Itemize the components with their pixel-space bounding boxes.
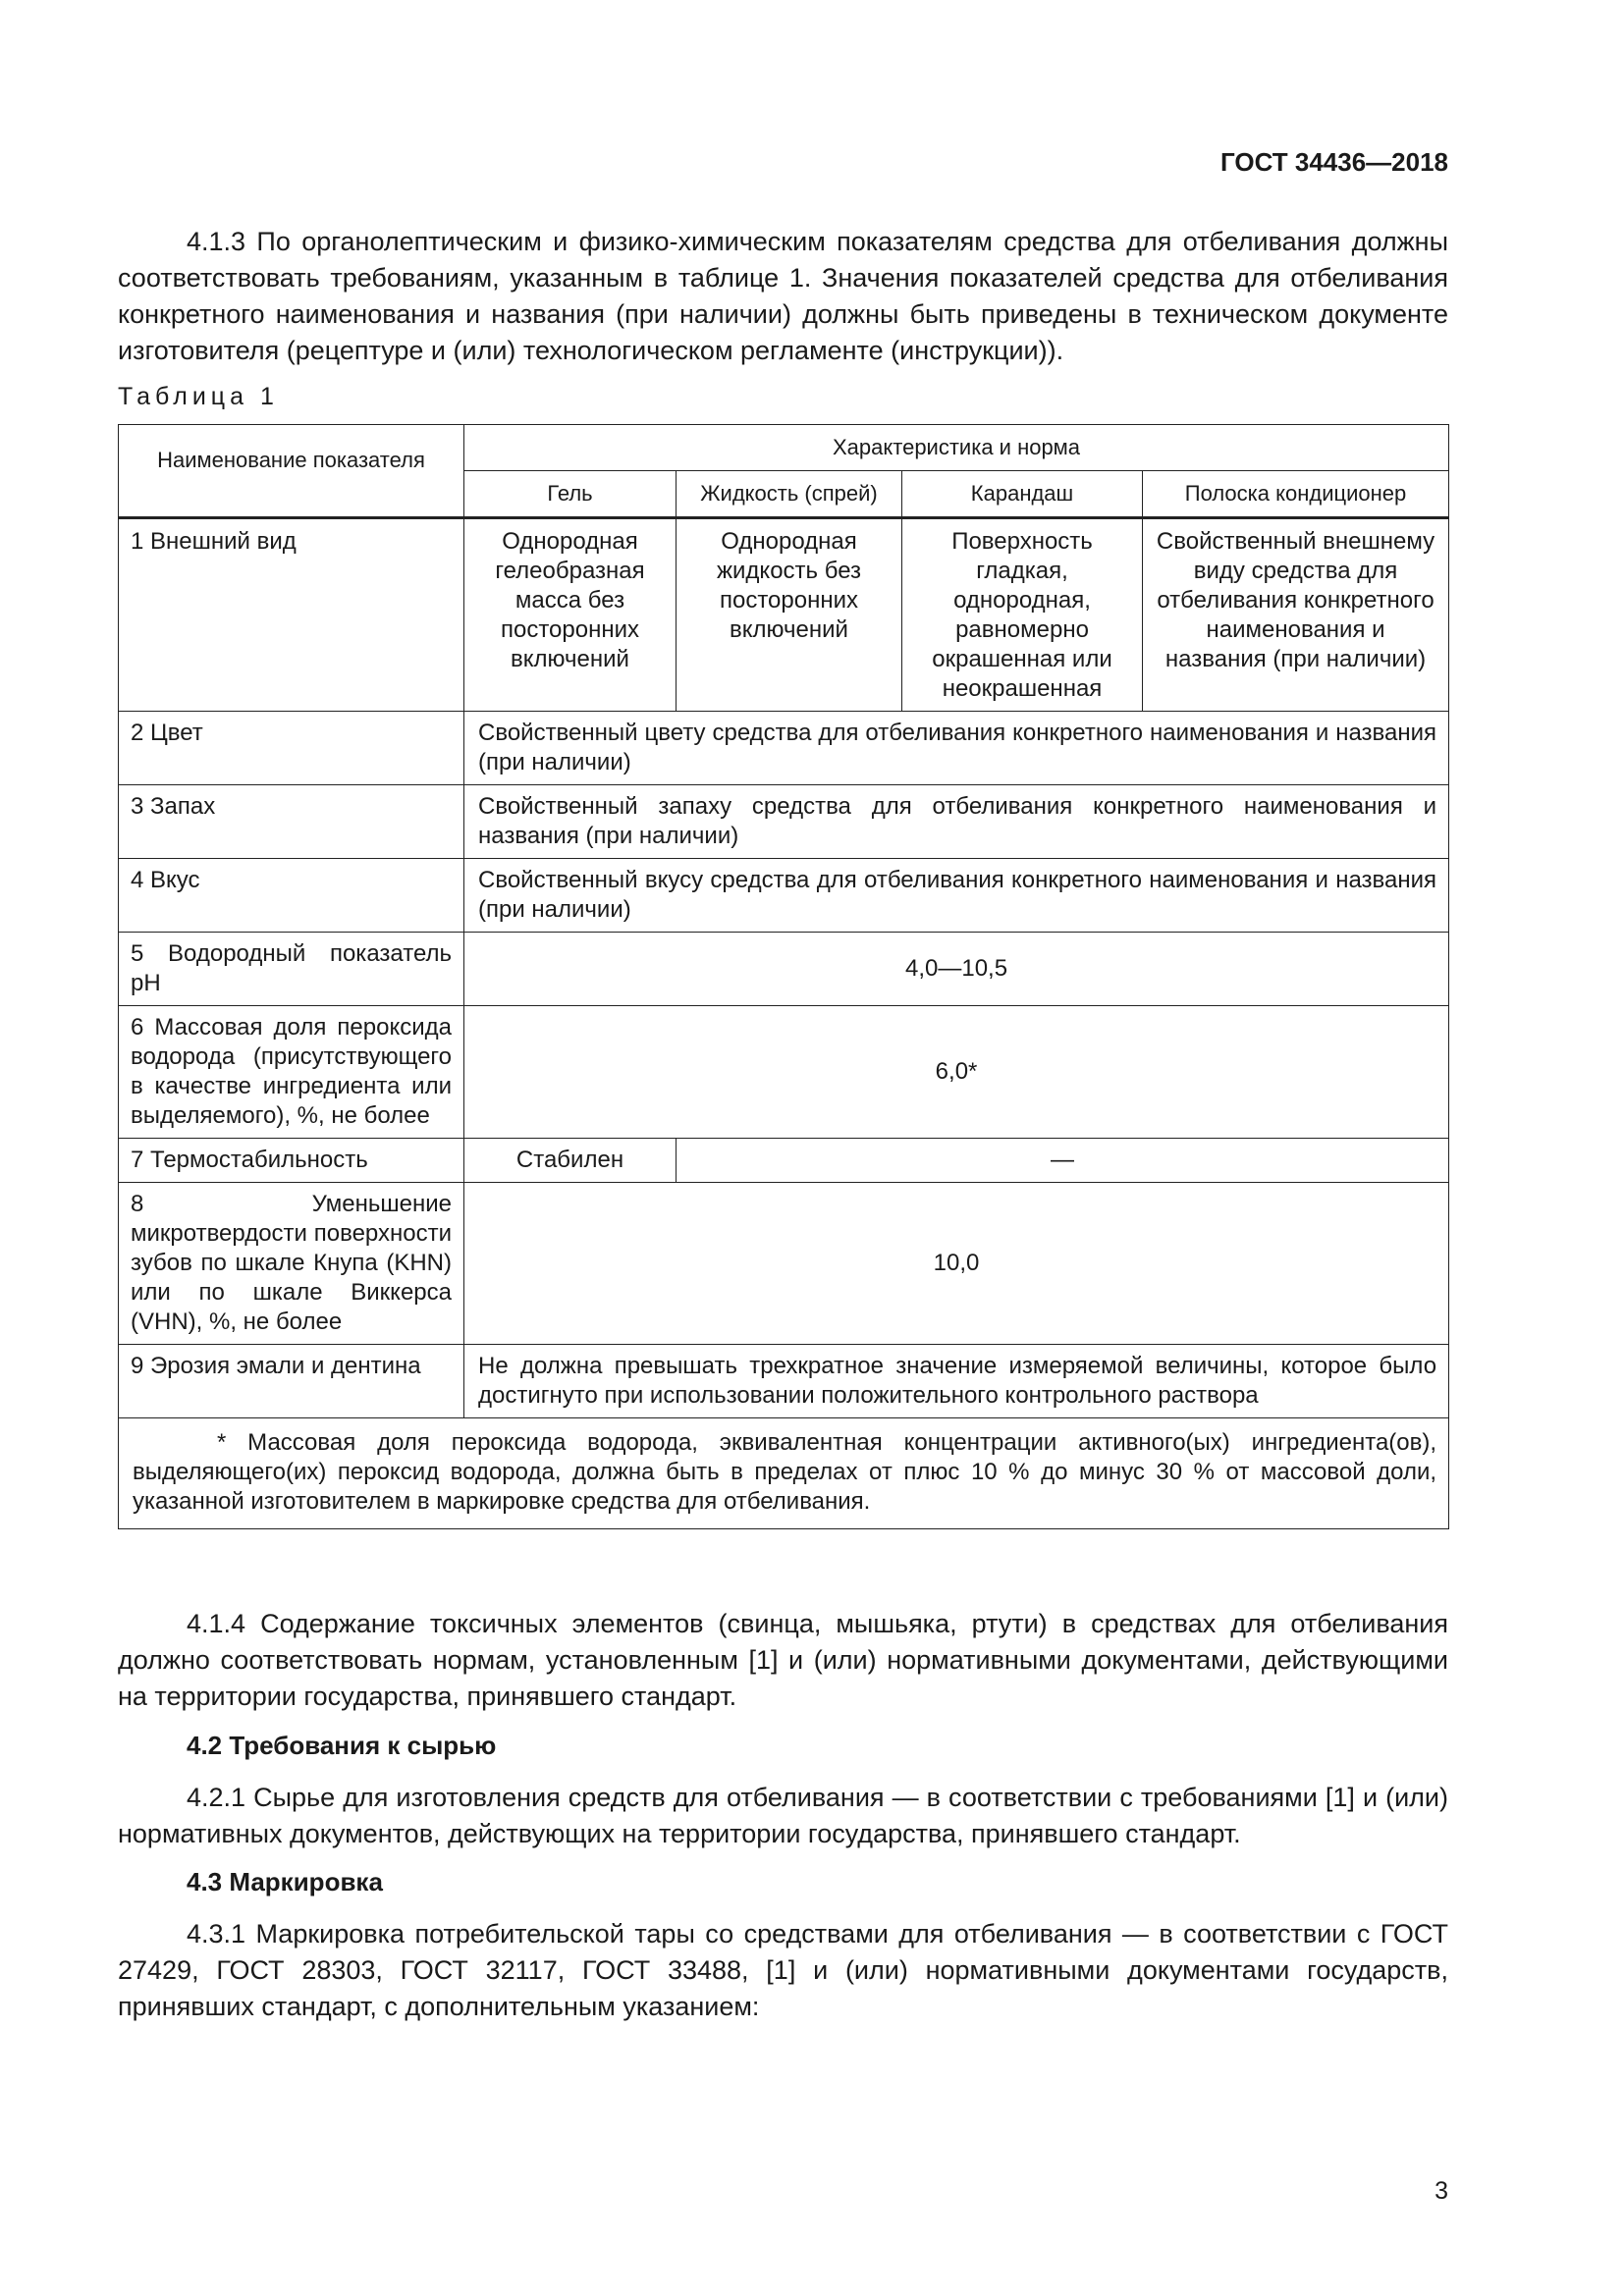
paragraph-4-1-4: 4.1.4 Содержание токсичных элементов (свинца, мышьяка, ртути) в средствах для отбеливания должно соответствовать нормам, установленным [1] и (или) нормативными документами, действующими на территории государства, принявшего стандарт. — [118, 1609, 1448, 1711]
table-row — [119, 712, 1449, 785]
page-number: 3 — [1435, 2177, 1448, 2205]
column-header-name: Наименование показателя — [119, 425, 464, 518]
table-row — [119, 933, 1449, 1006]
column-header-pencil: Карандаш — [902, 471, 1143, 518]
paragraph-4-1-3: 4.1.3 По органолептическим и физико-химическим показателям средства для отбеливания должны соответствовать требованиям, указанным в таблице 1. Значения показателей средства для отбеливания конкретного наименования и названия (при наличии) должны быть приведены в техническом документе изготовителя (рецептуре и (или) технологическом регламенте (инструкции)). — [118, 227, 1448, 365]
cell-value: Стабилен — [464, 1139, 677, 1183]
table-footnote-row — [119, 1418, 1449, 1529]
column-group-header: Характеристика и норма — [464, 425, 1449, 471]
table-footnote: * Массовая доля пероксида водорода, эквивалентная концентрации активного(ых) ингредиента(ов), выделяющего(их) пероксид водорода, должна быть в пределах от плюс 10 % до минус 30 % от массовой доли, указанной изготовителем в маркировке средства для отбеливания. — [119, 1418, 1449, 1529]
cell-value: Однородная жидкость без посторонних включений — [677, 518, 902, 712]
row-label: 2 Цвет — [119, 712, 464, 785]
table-row — [119, 859, 1449, 933]
cell-value: 10,0 — [464, 1183, 1449, 1345]
section-heading-4-2: 4.2 Требования к сырью — [187, 1731, 497, 1760]
column-header-strip: Полоска кондиционер — [1143, 471, 1449, 518]
requirements-table — [118, 424, 1449, 1529]
document-header: ГОСТ 34436—2018 — [1220, 147, 1448, 177]
row-label: 3 Запах — [119, 785, 464, 859]
column-header-gel: Гель — [464, 471, 677, 518]
table-caption: Таблица 1 — [118, 383, 279, 410]
table-row — [119, 1183, 1449, 1345]
row-label: 8 Уменьшение микротвердости поверхности зубов по шкале Кнупа (KHN) или по шкале Виккерса (VHN), %, не более — [119, 1183, 464, 1345]
paragraph-4-3-1: 4.3.1 Маркировка потребительской тары со средствами для отбеливания — в соответствии с ГОСТ 27429, ГОСТ 28303, ГОСТ 32117, ГОСТ 33488, [1] и (или) нормативными документами государств, принявших стандарт, с дополнительным указанием: — [118, 1919, 1448, 2021]
table-row — [119, 1006, 1449, 1139]
row-label: 9 Эрозия эмали и дентина — [119, 1345, 464, 1418]
row-label: 5 Водородный показатель pH — [119, 933, 464, 1006]
table-row — [119, 518, 1449, 712]
row-label: 1 Внешний вид — [119, 518, 464, 712]
cell-value: Свойственный вкусу средства для отбеливания конкретного наименования и названия (при наличии) — [464, 859, 1449, 933]
section-heading-4-3: 4.3 Маркировка — [187, 1867, 383, 1896]
cell-value: Не должна превышать трехкратное значение измеряемой величины, которое было достигнуто при использовании положительного контрольного раствора — [464, 1345, 1449, 1418]
cell-value: 4,0—10,5 — [464, 933, 1449, 1006]
cell-value: Свойственный цвету средства для отбеливания конкретного наименования и названия (при наличии) — [464, 712, 1449, 785]
row-label: 7 Термостабильность — [119, 1139, 464, 1183]
paragraph-4-2-1: 4.2.1 Сырье для изготовления средств для отбеливания — в соответствии с требованиями [1] и (или) нормативных документов, действующих на территории государства, принявшего стандарт. — [118, 1783, 1448, 1848]
table-row — [119, 785, 1449, 859]
cell-value: Свойственный запаху средства для отбеливания конкретного наименования и названия (при наличии) — [464, 785, 1449, 859]
cell-value: Поверхность гладкая, однородная, равномерно окрашенная или неокрашенная — [902, 518, 1143, 712]
column-header-spray: Жидкость (спрей) — [677, 471, 902, 518]
row-label: 6 Массовая доля пероксида водорода (присутствующего в качестве ингредиента или выделяемого), %, не более — [119, 1006, 464, 1139]
table-row — [119, 1139, 1449, 1183]
row-label: 4 Вкус — [119, 859, 464, 933]
cell-value: Свойственный внешнему виду средства для отбеливания конкретного наименования и названия (при наличии) — [1143, 518, 1449, 712]
cell-value: — — [677, 1139, 1449, 1183]
cell-value: Однородная гелеобразная масса без посторонних включений — [464, 518, 677, 712]
table-row — [119, 1345, 1449, 1418]
cell-value: 6,0* — [464, 1006, 1449, 1139]
